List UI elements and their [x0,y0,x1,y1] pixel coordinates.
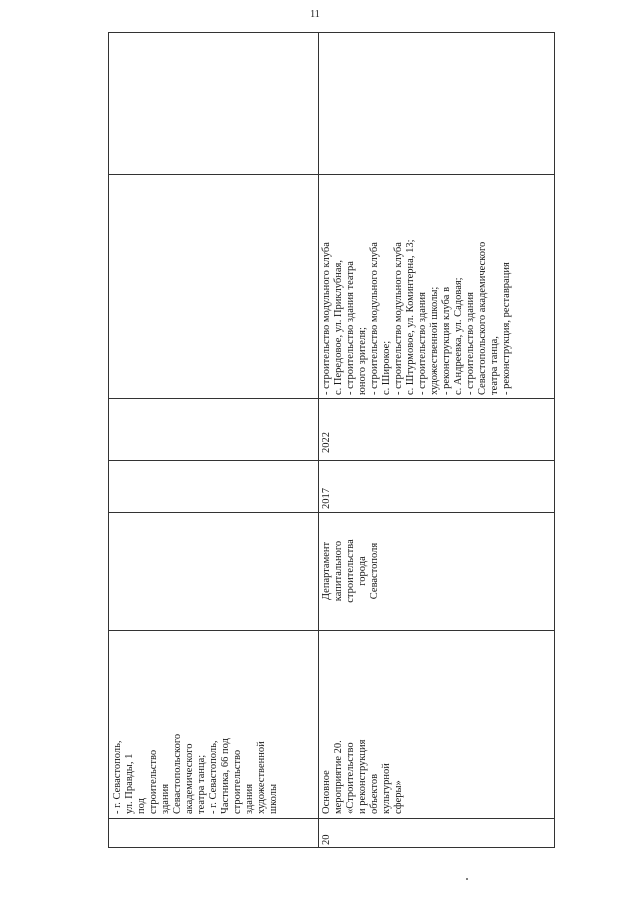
column-divider-executor [109,512,554,513]
column-divider-year-start [109,460,554,461]
year-end-cell: 2022 [321,432,332,453]
row-divider [318,33,319,847]
row-number-cell: 20 [321,834,332,845]
column-divider-year-end [109,398,554,399]
location-cell-text: - г. Севастополь, ул. Правды, 1 под строительство здания Севастопольского академического театра танца; - г. Севастополь, Частника, 66 под строительство здания художественной школы [112,733,279,814]
program-table [108,32,555,848]
executor-cell-text: Департамент капитального строительства города Севастополя [321,539,380,603]
page-number: 11 [310,9,320,20]
column-divider-result [109,174,554,175]
column-divider-number [109,818,554,819]
measure-cell-text: Основное мероприятие 20. «Строительство и реконструкция объектов культурной сферы» [321,739,404,814]
scan-dot [466,878,468,880]
column-divider-measure [109,630,554,631]
year-start-cell: 2017 [321,488,332,509]
result-cell-text: - строительство модульного клуба с. Передовое, ул. Приклубная, - строительство здания театра юного зрителя; - строительство модульного клуба с. Широкое; - строительство модульного клуба с. Штурмовое, ул. Коминтерна, 13; - строительство здания художественной школы; - реконструкция клуба в с. Андреевка, ул. Садовая; - строительство здания Севастопольского академического театра танца, - реконструкция, реставрация [321,239,512,395]
